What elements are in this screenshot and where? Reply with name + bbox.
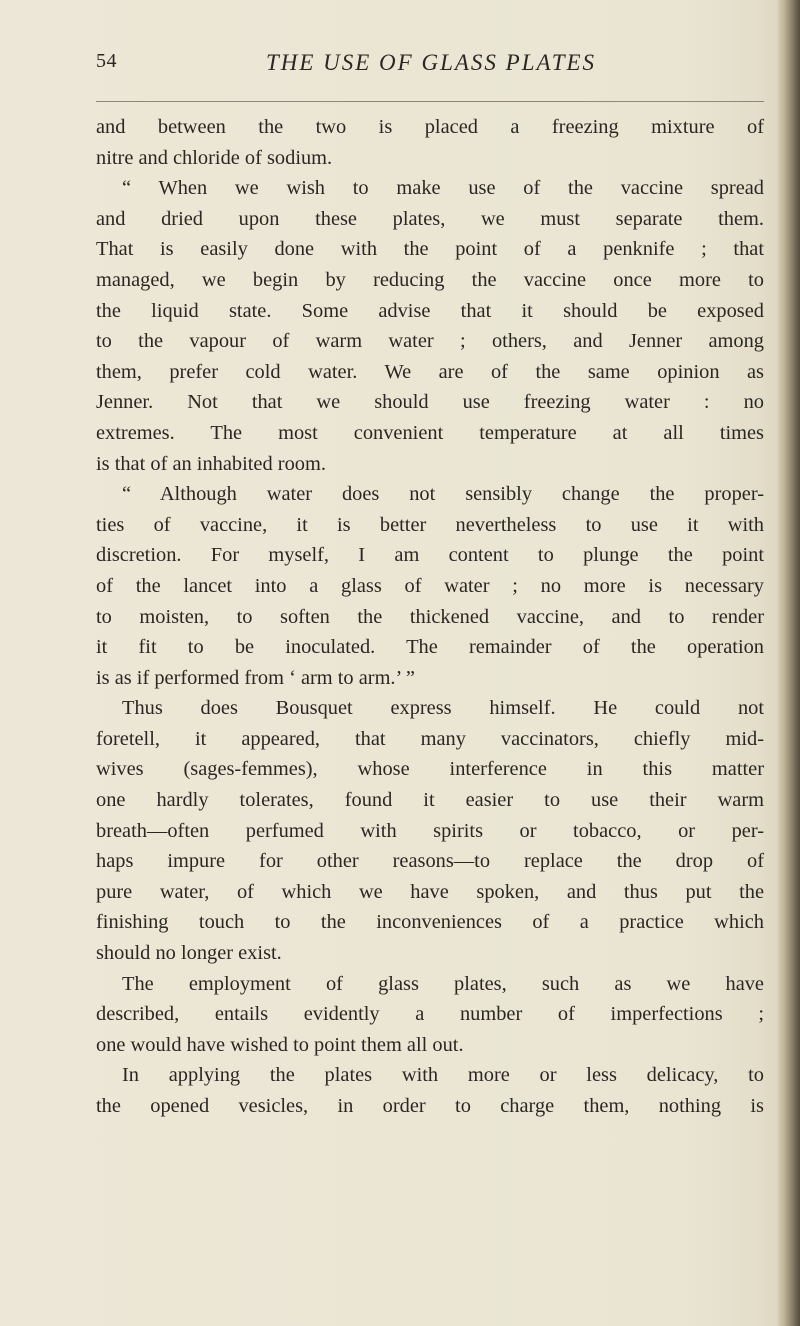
text-line: The employment of glass plates, such as we have bbox=[122, 972, 764, 995]
body-text bbox=[96, 112, 764, 1122]
text-line: is as if performed from ‘ arm to arm.’ ” bbox=[96, 666, 415, 689]
page-header bbox=[96, 50, 766, 80]
running-title: THE USE OF GLASS PLATES bbox=[265, 50, 597, 75]
text-line: finishing touch to the inconveniences of a practice which bbox=[96, 911, 764, 934]
text-line: Jenner. Not that we should use freezing water : no bbox=[96, 391, 764, 414]
text-line: them, prefer cold water. We are of the same opinion as bbox=[96, 360, 764, 383]
text-line: to the vapour of warm water ; others, and Jenner among bbox=[96, 330, 764, 353]
text-line: extremes. The most convenient temperature at all times bbox=[96, 421, 764, 444]
text-line: of the lancet into a glass of water ; no more is necessary bbox=[96, 574, 764, 597]
text-line: wives (sages-femmes), whose interference in this matter bbox=[96, 758, 764, 781]
text-line: the liquid state. Some advise that it should be exposed bbox=[96, 299, 764, 322]
text-line: ties of vaccine, it is better nevertheless to use it with bbox=[96, 513, 764, 536]
text-line: In applying the plates with more or less delicacy, to bbox=[122, 1064, 764, 1087]
text-line: pure water, of which we have spoken, and thus put the bbox=[96, 880, 764, 903]
text-line: it fit to be inoculated. The remainder of the operation bbox=[96, 636, 764, 659]
text-line: described, entails evidently a number of imperfections ; bbox=[96, 1003, 764, 1026]
text-line: one hardly tolerates, found it easier to use their warm bbox=[96, 789, 764, 812]
text-line: haps impure for other reasons—to replace the drop of bbox=[96, 850, 764, 873]
page-edge-shadow bbox=[778, 0, 800, 1326]
header-rule bbox=[96, 101, 764, 102]
text-line: and dried upon these plates, we must separate them. bbox=[96, 207, 764, 230]
text-line: to moisten, to soften the thickened vaccine, and to render bbox=[96, 605, 764, 628]
text-line: is that of an inhabited room. bbox=[96, 452, 326, 475]
text-line: Thus does Bousquet express himself. He could not bbox=[122, 697, 764, 720]
text-line: “ When we wish to make use of the vaccine spread bbox=[122, 177, 764, 200]
text-line: one would have wished to point them all out. bbox=[96, 1033, 464, 1056]
text-line: breath—often perfumed with spirits or tobacco, or per- bbox=[96, 819, 764, 842]
text-line: nitre and chloride of sodium. bbox=[96, 146, 333, 169]
text-line: That is easily done with the point of a penknife ; that bbox=[96, 238, 764, 261]
text-line: the opened vesicles, in order to charge them, nothing is bbox=[96, 1095, 764, 1117]
text-line: and between the two is placed a freezing mixture of bbox=[96, 116, 764, 138]
text-line: discretion. For myself, I am content to plunge the point bbox=[96, 544, 764, 567]
text-line: foretell, it appeared, that many vaccinators, chiefly mid- bbox=[96, 727, 764, 750]
page-number: 54 bbox=[96, 50, 117, 72]
text-line: should no longer exist. bbox=[96, 942, 282, 965]
text-line: managed, we begin by reducing the vaccine once more to bbox=[96, 268, 764, 291]
text-line: “ Although water does not sensibly change the proper- bbox=[122, 483, 764, 506]
